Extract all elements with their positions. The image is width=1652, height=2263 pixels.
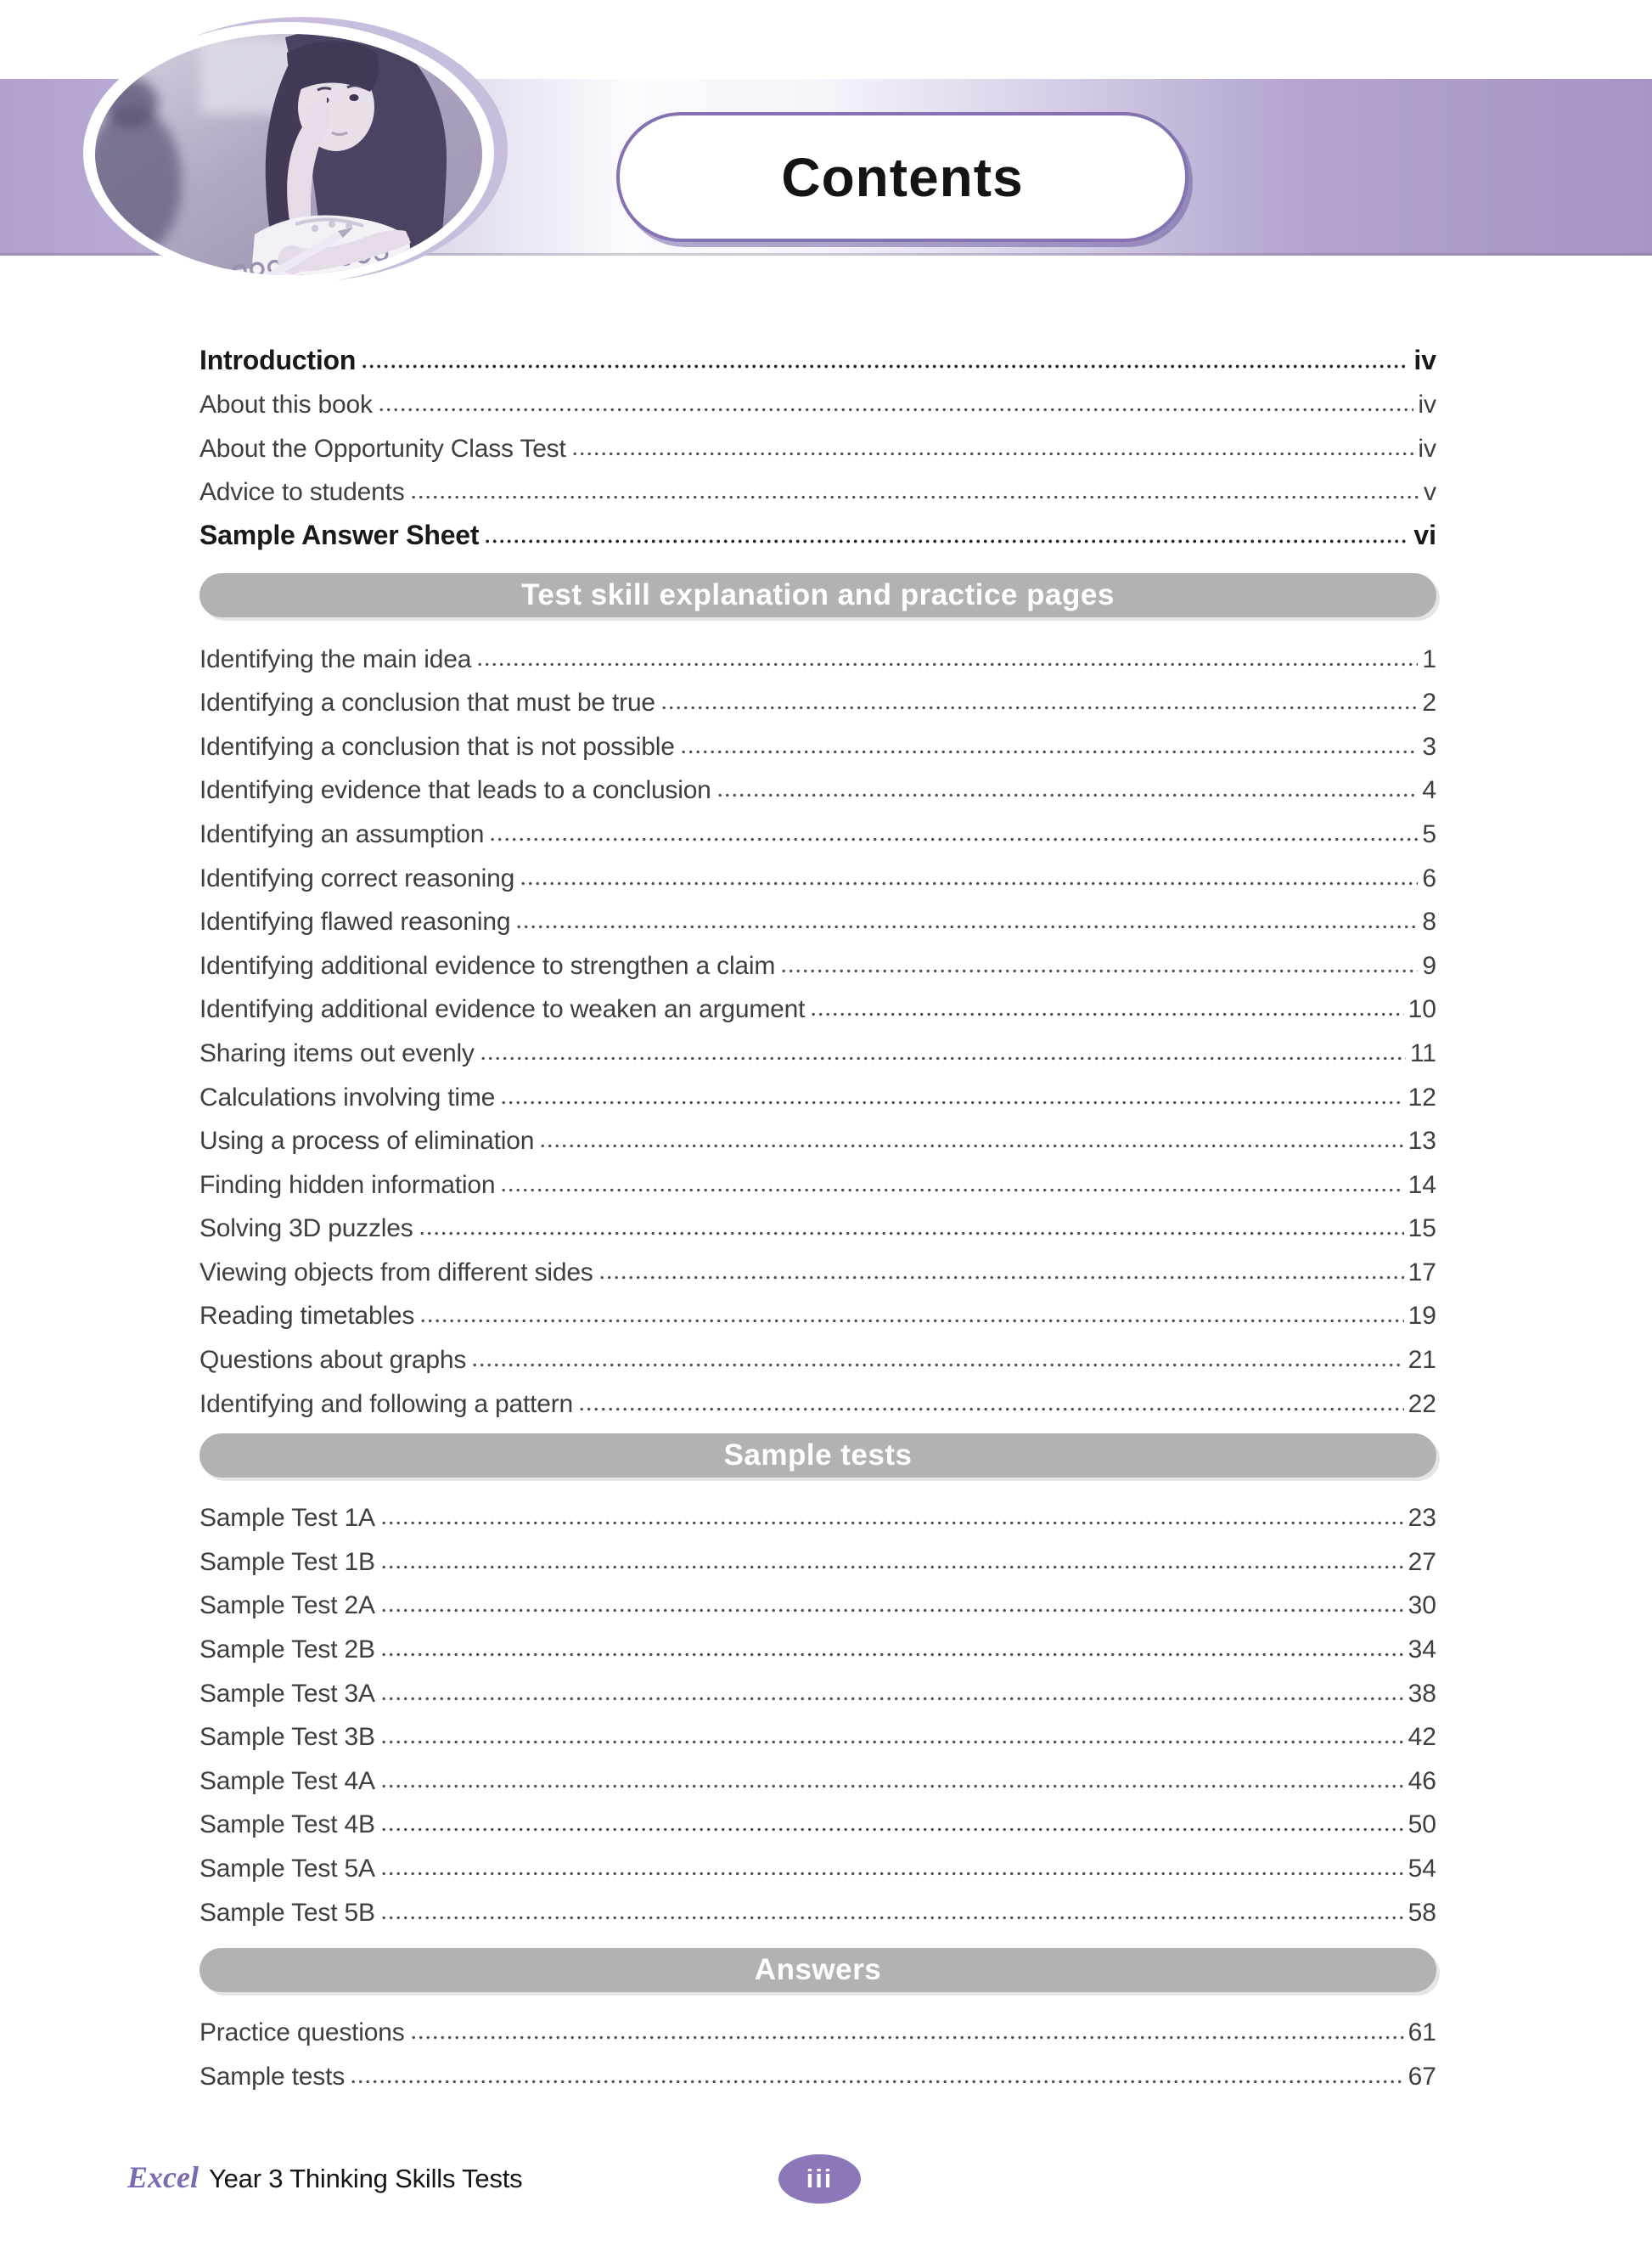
toc-entry bbox=[199, 893, 1436, 937]
dot-leader bbox=[521, 881, 1418, 886]
entry-page-number: 2 bbox=[1422, 689, 1436, 718]
toc-entry bbox=[199, 937, 1436, 981]
entry-page-number: 9 bbox=[1422, 951, 1436, 980]
page-title: Contents bbox=[781, 146, 1024, 208]
entry-page-number: 34 bbox=[1408, 1635, 1436, 1664]
entry-page-number: 23 bbox=[1408, 1504, 1436, 1533]
entry-page-number: 42 bbox=[1408, 1723, 1436, 1752]
entry-label: Sample Test 2A bbox=[199, 1591, 375, 1620]
toc-entry bbox=[199, 762, 1436, 806]
entry-label: Identifying evidence that leads to a conclusion bbox=[199, 776, 711, 805]
entry-label: Practice questions bbox=[199, 2018, 405, 2047]
entry-label: Sample Answer Sheet bbox=[199, 519, 480, 550]
entry-label: About this book bbox=[199, 391, 373, 419]
entry-page-number: 3 bbox=[1422, 732, 1436, 761]
dot-leader bbox=[382, 1827, 1404, 1832]
entry-label: Identifying and following a pattern bbox=[199, 1389, 573, 1418]
section-title: Answers bbox=[754, 1952, 882, 1986]
entry-page-number: 4 bbox=[1422, 776, 1436, 805]
entry-label: Identifying flawed reasoning bbox=[199, 908, 511, 937]
dot-leader bbox=[362, 364, 1409, 369]
toc-entry bbox=[199, 981, 1436, 1025]
entry-page-number: 21 bbox=[1408, 1346, 1436, 1375]
entry-label: Questions about graphs bbox=[199, 1346, 467, 1375]
toc-entry bbox=[199, 332, 1436, 376]
entry-page-number: 14 bbox=[1408, 1170, 1436, 1199]
entry-page-number: 12 bbox=[1408, 1083, 1436, 1112]
toc-entry bbox=[199, 1068, 1436, 1112]
toc-entry bbox=[199, 849, 1436, 893]
toc-entry bbox=[199, 1620, 1436, 1664]
entry-page-number: 22 bbox=[1408, 1389, 1436, 1418]
entry-page-number: 27 bbox=[1408, 1547, 1436, 1576]
dot-leader bbox=[382, 1784, 1404, 1788]
toc-entry bbox=[199, 1375, 1436, 1419]
toc-entry bbox=[199, 1112, 1436, 1157]
entry-label: Identifying additional evidence to weaken an argument bbox=[199, 995, 806, 1024]
entry-label: Advice to students bbox=[199, 478, 405, 507]
dot-leader bbox=[782, 969, 1418, 973]
dot-leader bbox=[382, 1521, 1404, 1525]
entry-page-number: vi bbox=[1413, 519, 1436, 550]
toc-entry bbox=[199, 1156, 1436, 1200]
dot-leader bbox=[481, 1056, 1406, 1061]
entry-page-number: 46 bbox=[1408, 1766, 1436, 1795]
entry-page-number: 10 bbox=[1408, 995, 1436, 1024]
toc-entry bbox=[199, 2004, 1436, 2048]
toc-entry bbox=[199, 1709, 1436, 1753]
entry-page-number: 58 bbox=[1408, 1898, 1436, 1927]
footer-book-title: Year 3 Thinking Skills Tests bbox=[208, 2164, 523, 2193]
dot-leader bbox=[580, 1407, 1404, 1411]
dot-leader bbox=[491, 837, 1418, 842]
sample-tests-list bbox=[199, 1489, 1436, 1928]
entry-page-number: 61 bbox=[1408, 2018, 1436, 2047]
toc-entry bbox=[199, 1287, 1436, 1331]
dot-leader bbox=[682, 750, 1419, 754]
section-banner-answers bbox=[199, 1948, 1436, 1992]
dot-leader bbox=[421, 1319, 1403, 1323]
footer bbox=[127, 2159, 522, 2195]
dot-leader bbox=[812, 1012, 1403, 1016]
dot-leader bbox=[478, 662, 1418, 667]
entry-page-number: 1 bbox=[1422, 645, 1436, 673]
entry-page-number: 11 bbox=[1409, 1039, 1436, 1067]
toc-entry bbox=[199, 1883, 1436, 1928]
dot-leader bbox=[382, 1872, 1404, 1876]
toc-entry bbox=[199, 2047, 1436, 2091]
toc-entry bbox=[199, 805, 1436, 849]
dot-leader bbox=[662, 706, 1418, 710]
toc-entry bbox=[199, 1331, 1436, 1375]
entry-page-number: 5 bbox=[1422, 819, 1436, 848]
entry-label: Sample Test 2B bbox=[199, 1635, 375, 1664]
dot-leader bbox=[541, 1144, 1403, 1148]
entry-label: Finding hidden information bbox=[199, 1170, 496, 1199]
entry-label: Sample Test 3A bbox=[199, 1679, 375, 1708]
toc-entry bbox=[199, 630, 1436, 674]
entry-page-number: 17 bbox=[1408, 1258, 1436, 1286]
entry-label: Introduction bbox=[199, 344, 357, 375]
toc-entry bbox=[199, 1489, 1436, 1534]
dot-leader bbox=[351, 2080, 1404, 2084]
dot-leader bbox=[486, 539, 1409, 543]
entry-label: Sample Test 4A bbox=[199, 1766, 375, 1795]
entry-label: Sample Test 1B bbox=[199, 1547, 375, 1576]
entry-page-number: 8 bbox=[1422, 908, 1436, 937]
entry-page-number: v bbox=[1424, 478, 1436, 507]
toc-entry bbox=[199, 1533, 1436, 1577]
dot-leader bbox=[382, 1608, 1404, 1613]
entry-label: Sample Test 4B bbox=[199, 1810, 375, 1839]
toc-entry bbox=[199, 376, 1436, 420]
dot-leader bbox=[573, 452, 1414, 456]
entry-label: Solving 3D puzzles bbox=[199, 1214, 413, 1243]
dot-leader bbox=[502, 1101, 1404, 1105]
entry-label: Identifying the main idea bbox=[199, 645, 472, 673]
entry-label: Identifying a conclusion that is not possible bbox=[199, 732, 675, 761]
entry-label: Identifying additional evidence to strengthen a claim bbox=[199, 951, 776, 980]
entry-page-number: 54 bbox=[1408, 1855, 1436, 1883]
practice-entries-list bbox=[199, 630, 1436, 1419]
toc-entry bbox=[199, 1577, 1436, 1621]
excel-brand-logo: Excel bbox=[127, 2160, 199, 2194]
entry-label: Viewing objects from different sides bbox=[199, 1258, 593, 1286]
entry-page-number: 30 bbox=[1408, 1591, 1436, 1620]
entry-label: Sample Test 3B bbox=[199, 1723, 375, 1752]
dot-leader bbox=[382, 1652, 1404, 1657]
toc-entry bbox=[199, 507, 1436, 551]
dot-leader bbox=[382, 1740, 1404, 1744]
entry-page-number: 6 bbox=[1422, 864, 1436, 892]
dot-leader bbox=[382, 1916, 1404, 1920]
dot-leader bbox=[412, 495, 1419, 499]
entry-page-number: iv bbox=[1418, 434, 1436, 463]
toc-entry bbox=[199, 1796, 1436, 1840]
toc-entry bbox=[199, 1839, 1436, 1883]
entry-label: Identifying a conclusion that must be true bbox=[199, 689, 655, 718]
page-number-badge: iii bbox=[778, 2154, 861, 2204]
dot-leader bbox=[600, 1275, 1404, 1280]
toc-entry bbox=[199, 718, 1436, 762]
section-banner-practice bbox=[199, 573, 1436, 617]
dot-leader bbox=[420, 1231, 1404, 1236]
student-photo bbox=[73, 12, 508, 294]
entry-label: Calculations involving time bbox=[199, 1083, 496, 1112]
dot-leader bbox=[382, 1697, 1404, 1701]
dot-leader bbox=[502, 1188, 1403, 1192]
toc-entry bbox=[199, 1243, 1436, 1287]
entry-label: Sample tests bbox=[199, 2062, 346, 2091]
dot-leader bbox=[517, 925, 1418, 929]
toc-entry bbox=[199, 464, 1436, 508]
entry-page-number: 38 bbox=[1408, 1679, 1436, 1708]
entry-label: Identifying an assumption bbox=[199, 819, 485, 848]
toc-entry bbox=[199, 1752, 1436, 1796]
dot-leader bbox=[382, 1565, 1404, 1569]
answers-list bbox=[199, 2004, 1436, 2091]
entry-page-number: 13 bbox=[1408, 1127, 1436, 1156]
entry-page-number: 19 bbox=[1408, 1302, 1436, 1331]
toc-entry bbox=[199, 674, 1436, 718]
section-title: Sample tests bbox=[723, 1438, 913, 1472]
dot-leader bbox=[473, 1363, 1403, 1367]
entry-page-number: 50 bbox=[1408, 1810, 1436, 1839]
table-of-contents bbox=[199, 332, 1436, 2091]
section-title: Test skill explanation and practice pages bbox=[521, 577, 1115, 611]
section-banner-sample-tests bbox=[199, 1433, 1436, 1478]
entry-label: Sample Test 5B bbox=[199, 1898, 375, 1927]
entry-label: Reading timetables bbox=[199, 1302, 415, 1331]
entry-label: Sample Test 5A bbox=[199, 1855, 375, 1883]
toc-entry bbox=[199, 1664, 1436, 1709]
front-matter-list bbox=[199, 332, 1436, 551]
entry-page-number: iv bbox=[1413, 344, 1436, 375]
dot-leader bbox=[718, 793, 1419, 797]
dot-leader bbox=[379, 408, 1414, 412]
entry-label: Sample Test 1A bbox=[199, 1504, 375, 1533]
contents-title-pill bbox=[616, 112, 1188, 242]
toc-entry bbox=[199, 1024, 1436, 1068]
toc-entry bbox=[199, 1200, 1436, 1244]
entry-page-number: iv bbox=[1418, 391, 1436, 419]
entry-page-number: 67 bbox=[1408, 2062, 1436, 2091]
toc-entry bbox=[199, 419, 1436, 464]
dot-leader bbox=[412, 2035, 1404, 2040]
entry-label: Identifying correct reasoning bbox=[199, 864, 515, 892]
entry-label: Sharing items out evenly bbox=[199, 1039, 475, 1067]
entry-page-number: 15 bbox=[1408, 1214, 1436, 1243]
entry-label: Using a process of elimination bbox=[199, 1127, 535, 1156]
entry-label: About the Opportunity Class Test bbox=[199, 434, 566, 463]
